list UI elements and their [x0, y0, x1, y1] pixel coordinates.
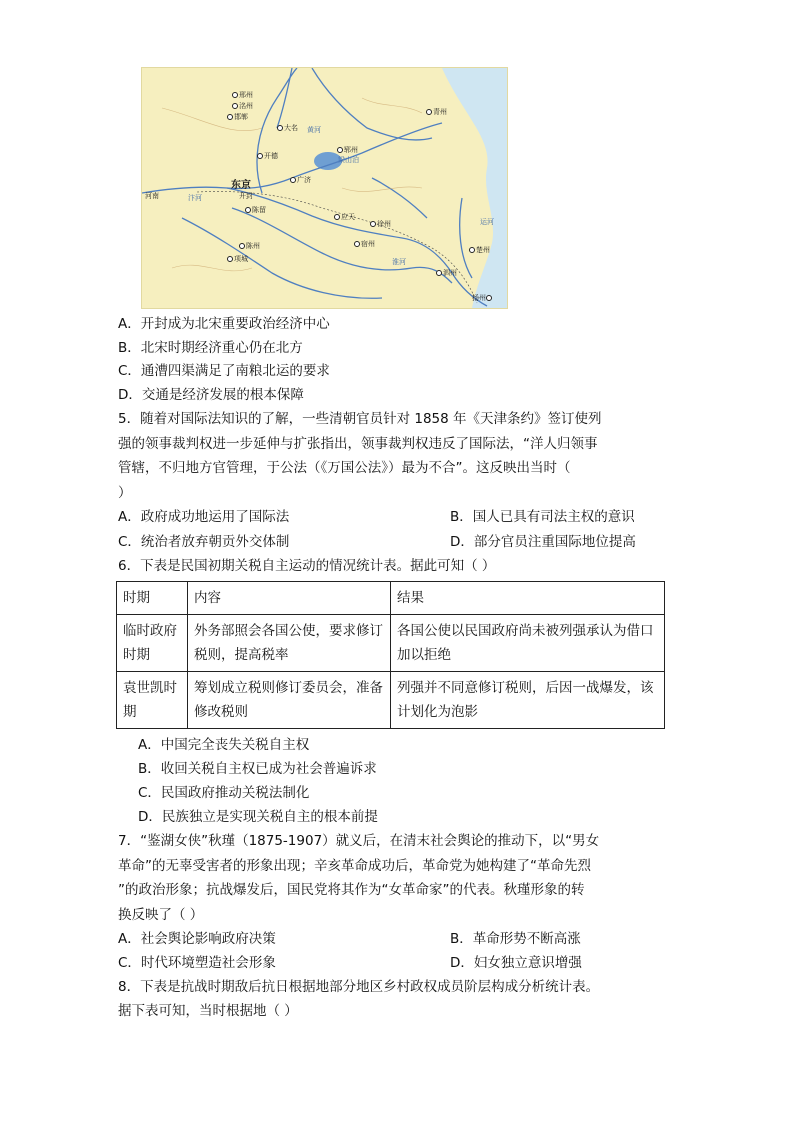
q7-option-a: A．社会舆论影响政府决策 — [118, 931, 276, 947]
place-kaifeng: 开封 — [239, 192, 253, 200]
grand-canal — [460, 198, 472, 278]
q7-option-c: C．时代环境塑造社会形象 — [118, 955, 276, 971]
q5-stem-line2: 强的领事裁判权进一步延伸与扩张指出，领事裁判权违反了国际法，“洋人归领事 — [118, 436, 598, 452]
q5-stem-line1: 5．随着对国际法知识的了解，一些清朝官员针对 1858 年《天津条约》签订使列 — [118, 411, 602, 427]
q6-option-b: B．收回关税自主权已成为社会普遍诉求 — [138, 761, 377, 777]
label-huanghe: 黄河 — [307, 126, 321, 134]
place-chuzhou: 楚州 — [469, 246, 490, 254]
q8-stem-line2: 据下表可知，当时根据地（ ） — [118, 1003, 298, 1019]
table-cell: 列强并不同意修订税则，后因一战爆发，该计划化为泡影 — [391, 672, 665, 729]
place-liangshanpo: 梁山泊 — [338, 156, 359, 164]
place-daming: 大名 — [277, 124, 298, 132]
place-bianhe: 汴河 — [188, 194, 202, 202]
north-river — [312, 68, 432, 140]
label-yunhe: 运河 — [480, 218, 494, 226]
table-cell: 袁世凯时期 — [117, 672, 188, 729]
place-henan: 河南 — [145, 192, 159, 200]
q7-stem-line1: 7．“鉴湖女侠”秋瑾（1875-1907）就义后，在清末社会舆论的推动下，以“男女 — [118, 833, 600, 849]
q8-stem-line1: 8．下表是抗战时期敌后抗日根据地部分地区乡村政权成员阶层构成分析统计表。 — [118, 979, 600, 995]
q4-option-b: B．北宋时期经济重心仍在北方 — [118, 340, 303, 356]
q7-option-b: B．革命形势不断高涨 — [450, 931, 581, 947]
table-row — [117, 615, 665, 672]
table-row — [117, 672, 665, 729]
place-xuzhou: 徐州 — [370, 220, 391, 228]
table-header-cell: 内容 — [188, 582, 391, 615]
northern-song-canal-map — [141, 67, 508, 309]
q5-option-d: D．部分官员注重国际地位提高 — [450, 534, 636, 550]
ying-river — [182, 218, 382, 298]
place-guangji: 广济 — [290, 176, 311, 184]
place-yangzhou: 扬州 — [472, 294, 493, 302]
q5-option-a: A．政府成功地运用了国际法 — [118, 509, 290, 525]
q5-option-c: C．统治者放弃朝贡外交体制 — [118, 534, 290, 550]
table-cell: 筹划成立税则修订委员会，准备修改税则 — [188, 672, 391, 729]
table-cell: 各国公使以民国政府尚未被列强承认为借口加以拒绝 — [391, 615, 665, 672]
place-yingtian: 应天 — [334, 213, 355, 221]
q7-stem-line4: 换反映了（ ） — [118, 907, 204, 923]
q6-stem: 6．下表是民国初期关税自主运动的情况统计表。据此可知（ ） — [118, 558, 496, 574]
q6-option-a: A．中国完全丧失关税自主权 — [138, 737, 310, 753]
q6-table — [116, 581, 665, 729]
q5-stem-line3: 管辖，不归地方官管理，于公法（《万国公法》）最为不合”。这反映出当时（ — [118, 460, 571, 476]
q6-option-c: C．民国政府推动关税法制化 — [138, 785, 310, 801]
place-chenzhou: 陈州 — [239, 242, 260, 250]
place-handan: 邯郸 — [227, 113, 248, 121]
q5-stem-line4: ） — [118, 485, 132, 501]
q4-option-d: D．交通是经济发展的根本保障 — [118, 387, 304, 403]
q7-option-d: D．妇女独立意识增强 — [450, 955, 582, 971]
place-kaide: 开德 — [257, 152, 278, 160]
table-header-cell: 结果 — [391, 582, 665, 615]
table-header-row — [117, 582, 665, 615]
q6-option-d: D．民族独立是实现关税自主的根本前提 — [138, 809, 378, 825]
place-dongjing: 东京 — [231, 180, 251, 191]
place-hanzhou: 洺州 — [232, 102, 253, 110]
table-header-cell: 时期 — [117, 582, 188, 615]
q4-option-a: A．开封成为北宋重要政治经济中心 — [118, 316, 330, 332]
q4-option-c: C．通漕四渠满足了南粮北运的要求 — [118, 363, 330, 379]
place-sizhou: 泗州 — [436, 269, 457, 277]
place-xingzhou: 邢州 — [232, 91, 253, 99]
q7-stem-line2: 革命”的无辜受害者的形象出现；辛亥革命成功后，革命党为她构建了“革命先烈 — [118, 858, 591, 874]
q7-stem-line3: ”的政治形象；抗战爆发后，国民党将其作为“女革命家”的代表。秋瑾形象的转 — [118, 882, 585, 898]
table-cell: 外务部照会各国公使，要求修订税则，提高税率 — [188, 615, 391, 672]
place-xiangcheng: 项城 — [227, 255, 248, 263]
table-cell: 临时政府时期 — [117, 615, 188, 672]
place-qingzhou: 青州 — [426, 108, 447, 116]
place-yunzhou: 郓州 — [337, 146, 358, 154]
q5-option-b: B．国人已具有司法主权的意识 — [450, 509, 635, 525]
place-suzhou: 宿州 — [354, 240, 375, 248]
label-huaihe: 淮河 — [392, 258, 406, 266]
place-chenliu: 陈留 — [245, 206, 266, 214]
